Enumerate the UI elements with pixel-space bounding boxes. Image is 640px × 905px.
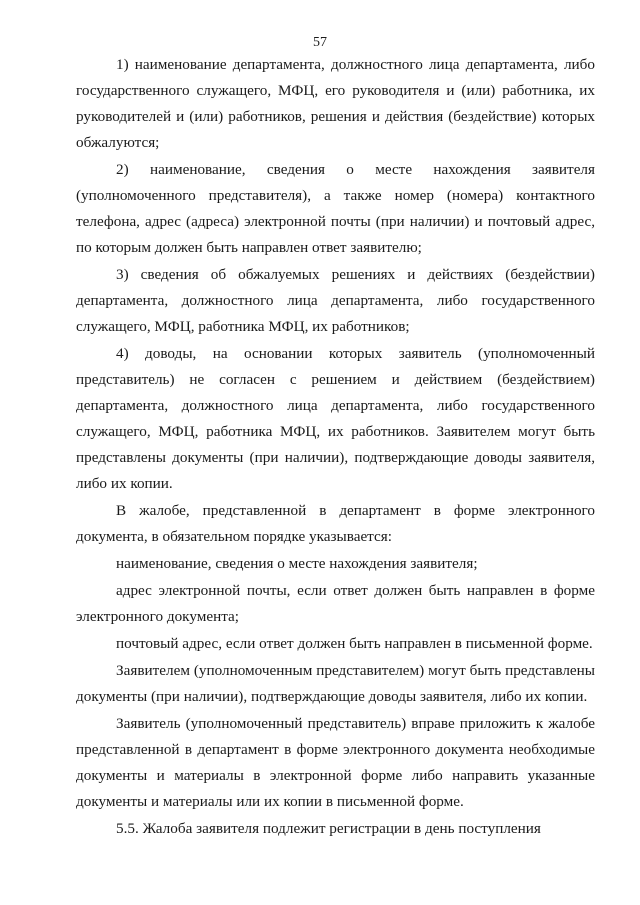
paragraph-electronic-complaint: В жалобе, представленной в департамент в форме электронного документа, в обязательном порядке указывается: xyxy=(76,502,595,545)
paragraph-item-2: 2) наименование, сведения о месте нахождения заявителя (уполномоченного представителя), а также номер (номера) контактного телефона, адрес (адреса) электронной почты (при наличии) и почтовый адрес, по которым должен быть направлен ответ заявителю; xyxy=(76,161,595,256)
paragraph-5-5-registration: 5.5. Жалоба заявителя подлежит регистрации в день поступления xyxy=(116,820,541,837)
paragraph-attachments: Заявитель (уполномоченный представитель) вправе приложить к жалобе представленной в департамент в форме электронного документа необходимые документы и материалы в электронной форме либо направить указанные документы и материалы или их копии в письменной форме. xyxy=(76,715,595,810)
document-body xyxy=(76,52,595,842)
page-number: 57 xyxy=(313,35,327,50)
paragraph-item-3: 3) сведения об обжалуемых решениях и действиях (бездействии) департамента, должностного лица департамента, либо государственного служащего, МФЦ, работника МФЦ, их работников; xyxy=(76,266,595,335)
paragraph-applicant-location: наименование, сведения о месте нахождения заявителя; xyxy=(116,555,478,572)
paragraph-supporting-documents: Заявителем (уполномоченным представителем) могут быть представлены документы (при наличии), подтверждающие доводы заявителя, либо их копии. xyxy=(76,662,595,705)
paragraph-item-1: 1) наименование департамента, должностного лица департамента, либо государственного служащего, МФЦ, его руководителя и (или) работника, их руководителей и (или) работников, решения и действия (бездействие) которых обжалуются; xyxy=(76,56,595,151)
paragraph-email-address: адрес электронной почты, если ответ должен быть направлен в форме электронного документа; xyxy=(76,582,595,625)
paragraph-postal-address: почтовый адрес, если ответ должен быть направлен в письменной форме. xyxy=(116,635,593,652)
paragraph-item-4: 4) доводы, на основании которых заявитель (уполномоченный представитель) не согласен с решением и действием (бездействием) департамента, должностного лица департамента, либо государственного служащего, МФЦ, работника МФЦ, их работников. Заявителем могут быть представлены документы (при наличии), подтверждающие доводы заявителя, либо их копии. xyxy=(76,345,595,492)
